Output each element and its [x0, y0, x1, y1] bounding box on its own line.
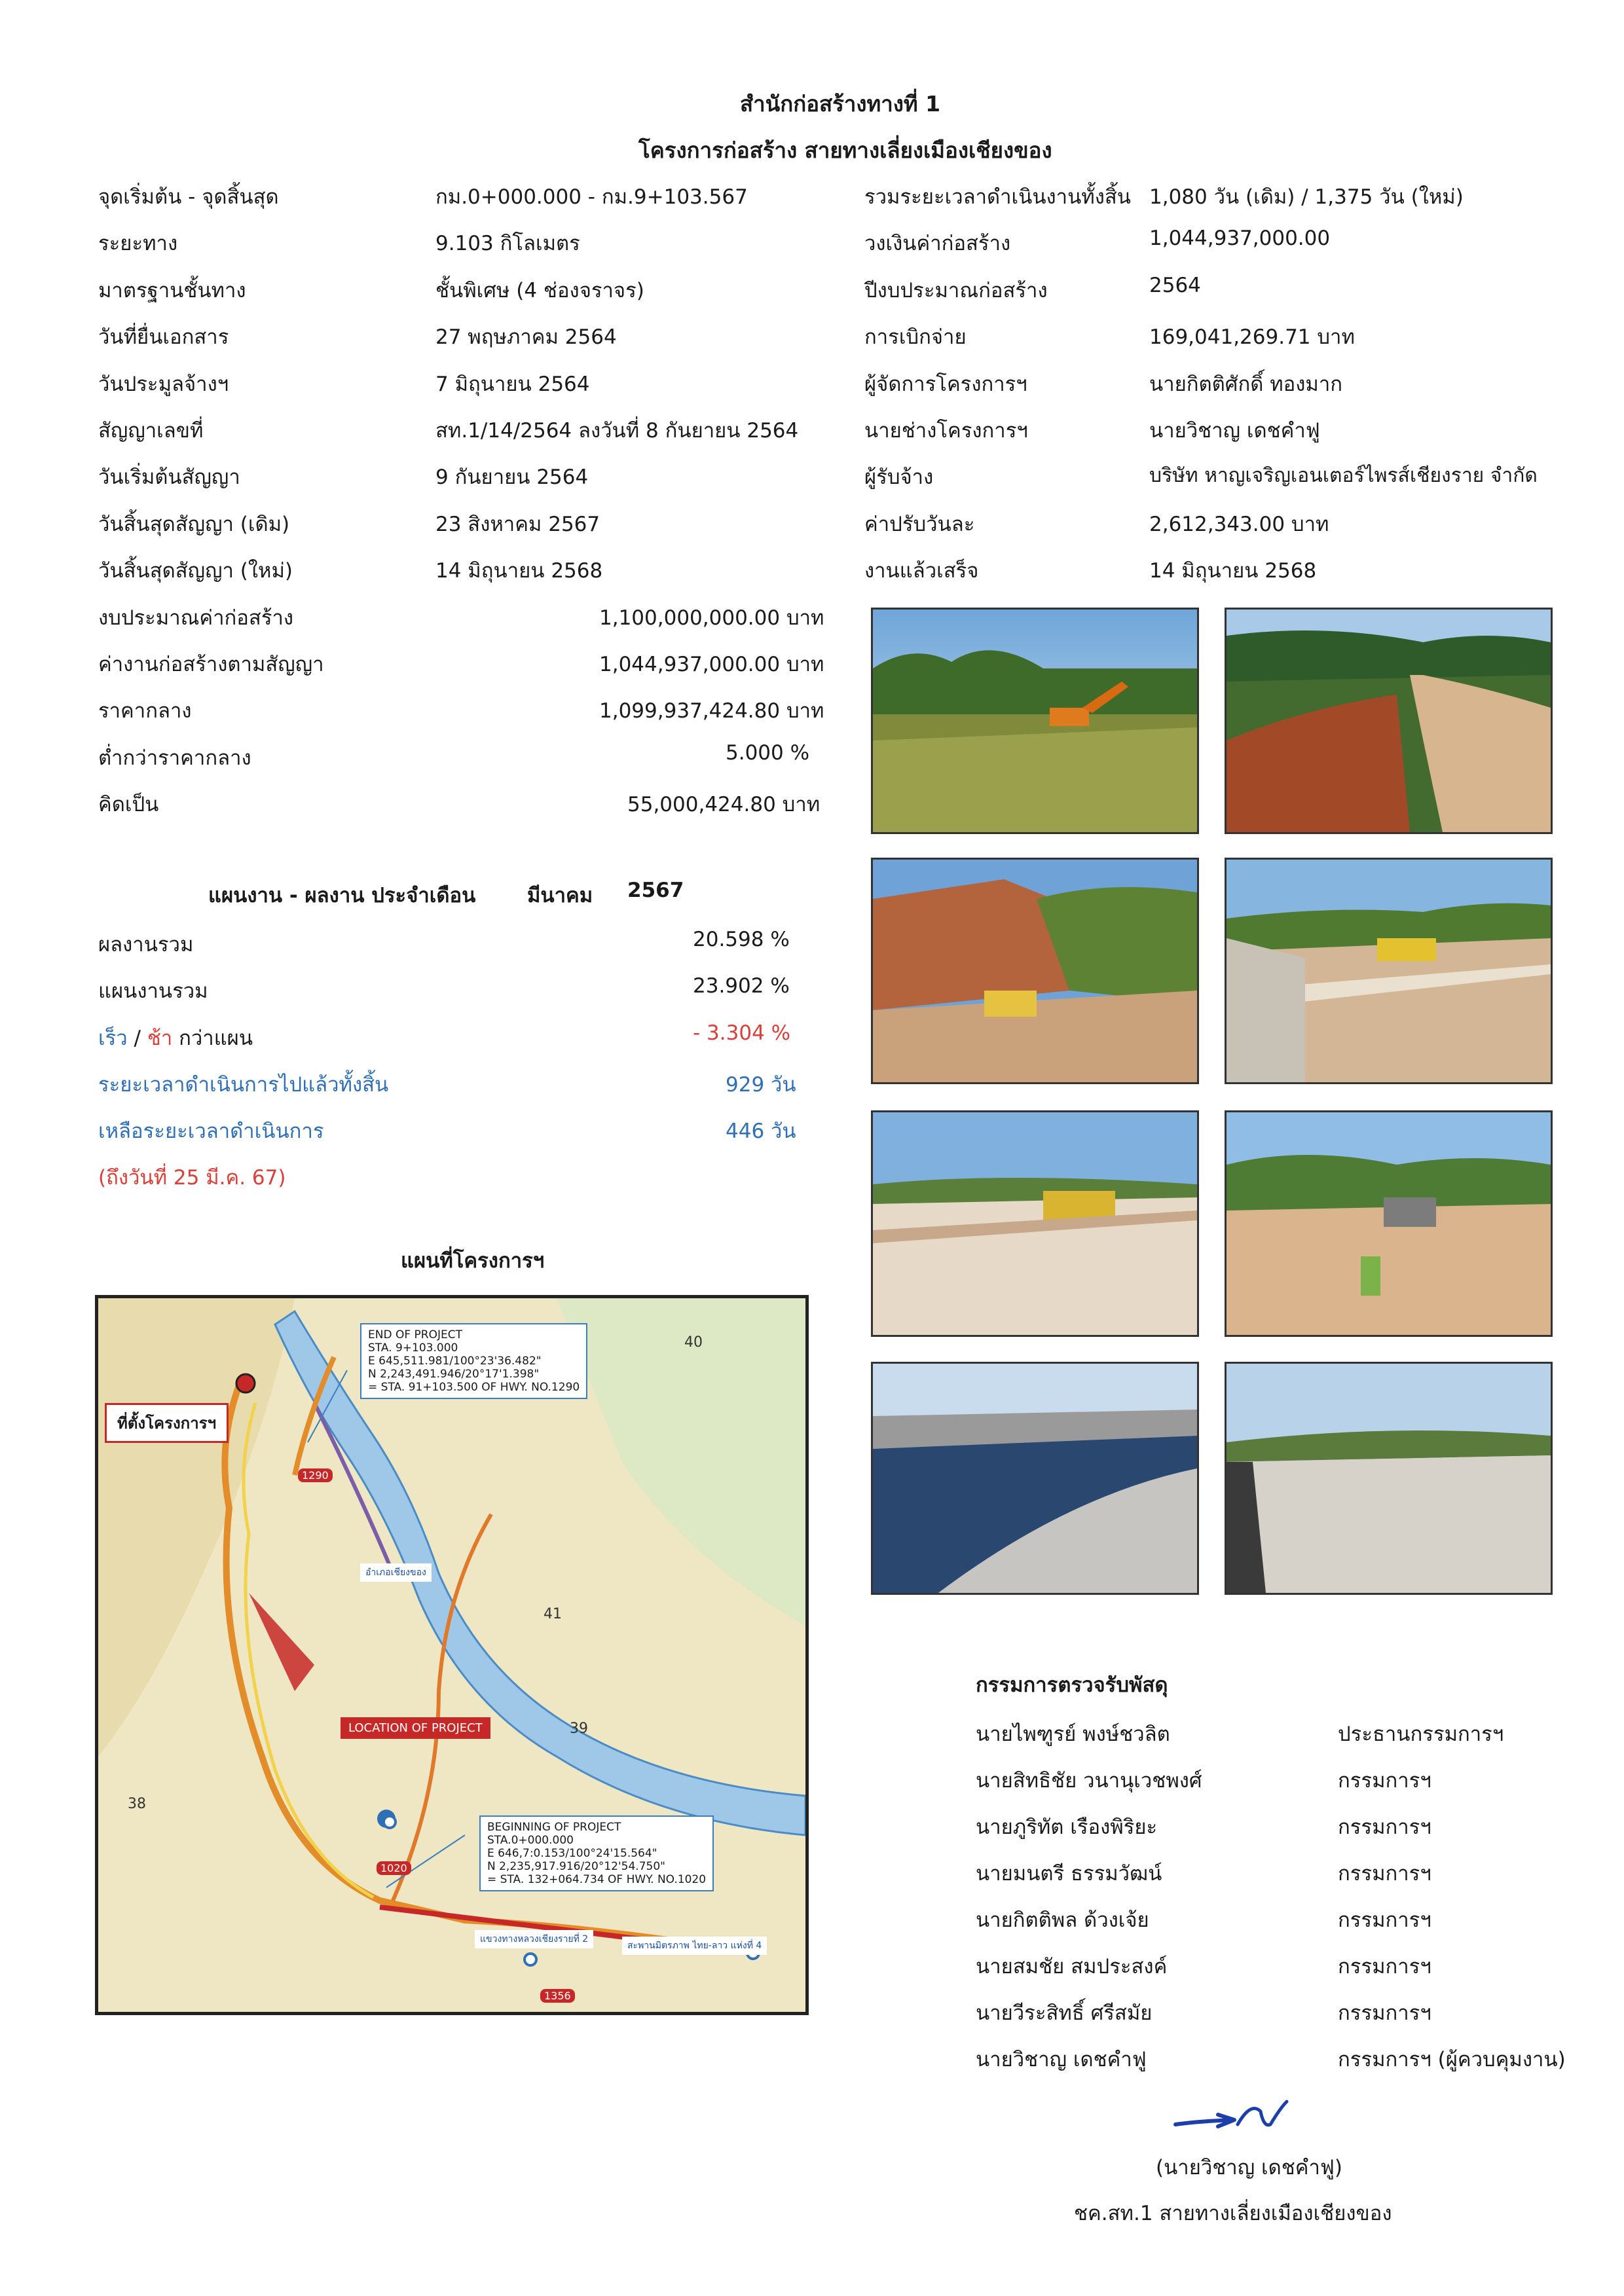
end-callout-line: END OF PROJECT — [368, 1328, 462, 1341]
office-title: สำนักก่อสร้างทางที่ 1 — [740, 91, 941, 117]
end-of-project-callout — [360, 1323, 587, 1399]
info-value: 23 สิงหาคม 2567 — [435, 513, 600, 536]
work-done-value: 20.598 % — [693, 928, 790, 951]
project-map — [95, 1295, 809, 2015]
member-name: นายมนตรี ธรรมวัฒน์ — [976, 1862, 1162, 1886]
info-label: รวมระยะเวลาดำเนินงานทั้งสิ้น — [864, 185, 1131, 209]
grid-number: 38 — [128, 1796, 146, 1812]
site-photo-4 — [1225, 858, 1553, 1084]
site-photo-3 — [871, 858, 1199, 1084]
road-number: 1356 — [540, 1989, 575, 2003]
site-location-label: ที่ตั้งโครงการฯ — [105, 1403, 229, 1443]
member-role: กรรมการฯ — [1338, 1908, 1431, 1932]
info-value: 14 มิถุนายน 2568 — [435, 559, 603, 583]
info-value: 9 กันยายน 2564 — [435, 465, 589, 489]
info-label: วันสิ้นสุดสัญญา (ใหม่) — [98, 559, 293, 583]
remaining-label: เหลือระยะเวลาดำเนินการ — [98, 1120, 324, 1143]
site-photo-7 — [871, 1362, 1199, 1595]
member-name: นายสมชัย สมประสงค์ — [976, 1955, 1168, 1978]
fast-slow-label — [98, 1021, 253, 1054]
grid-number: 39 — [570, 1721, 588, 1737]
site-photo-8 — [1225, 1362, 1553, 1595]
info-value: กม.0+000.000 - กม.9+103.567 — [435, 185, 748, 209]
progress-year: 2567 — [627, 879, 684, 902]
site-photo-2 — [1225, 608, 1553, 834]
budget-label: ต่ำกว่าราคากลาง — [98, 746, 251, 770]
member-name: นายกิตติพล ด้วงเจ้ย — [976, 1908, 1149, 1932]
highway-office-label: แขวงทางหลวงเชียงรายที่ 2 — [475, 1930, 593, 1948]
map-title: แผนที่โครงการฯ — [401, 1249, 545, 1273]
signature-scribble — [1172, 2095, 1303, 2146]
location-of-project-label: LOCATION OF PROJECT — [341, 1717, 490, 1739]
info-label: วันประมูลจ้างฯ — [98, 373, 229, 396]
elapsed-value: 929 วัน — [726, 1073, 796, 1097]
road-number: 1290 — [298, 1468, 333, 1482]
road-number: 1020 — [377, 1861, 411, 1875]
end-callout-line: STA. 9+103.000 — [368, 1341, 458, 1355]
begin-callout-line: N 2,235,917.916/20°12'54.750" — [487, 1860, 665, 1873]
info-value: 7 มิถุนายน 2564 — [435, 373, 590, 396]
info-label: การเบิกจ่าย — [864, 325, 967, 349]
info-label: วันเริ่มต้นสัญญา — [98, 465, 240, 489]
budget-value: 55,000,424.80 บาท — [627, 793, 821, 816]
info-label: นายช่างโครงการฯ — [864, 419, 1028, 443]
budget-label: คิดเป็น — [98, 793, 159, 816]
as-of-date: (ถึงวันที่ 25 มี.ค. 67) — [98, 1166, 286, 1190]
info-label: มาตรฐานชั้นทาง — [98, 279, 246, 302]
info-label: สัญญาเลขที่ — [98, 419, 204, 443]
begin-callout-line: BEGINNING OF PROJECT — [487, 1821, 621, 1834]
info-value: 9.103 กิโลเมตร — [435, 232, 580, 255]
member-role: กรรมการฯ — [1338, 1769, 1431, 1793]
slash-text: / — [127, 1027, 147, 1050]
diff-value: - 3.304 % — [693, 1021, 791, 1045]
plan-value: 23.902 % — [693, 974, 790, 998]
project-title: โครงการก่อสร้าง สายทางเลี่ยงเมืองเชียงของ — [638, 137, 1052, 163]
budget-label: งบประมาณค่าก่อสร้าง — [98, 606, 294, 630]
info-label: วันที่ยื่นเอกสาร — [98, 325, 229, 349]
slow-text: ช้า — [147, 1027, 173, 1050]
fast-text: เร็ว — [98, 1027, 128, 1050]
committee-title: กรรมการตรวจรับพัสดุ — [976, 1673, 1168, 1697]
info-label: งานแล้วเสร็จ — [864, 559, 979, 583]
begin-callout-line: = STA. 132+064.734 OF HWY. NO.1020 — [487, 1873, 707, 1886]
info-value: นายวิชาญ เดชคำฟู — [1149, 419, 1320, 443]
member-name: นายภูริทัต เรืองพิริยะ — [976, 1815, 1158, 1839]
site-photo-1 — [871, 608, 1199, 834]
info-label: ผู้จัดการโครงการฯ — [864, 373, 1027, 396]
info-value: บริษัท หาญเจริญเอนเตอร์ไพรส์เชียงราย จำกัด — [1149, 464, 1538, 487]
site-photo-6 — [1225, 1110, 1553, 1337]
info-label: จุดเริ่มต้น - จุดสิ้นสุด — [98, 185, 279, 209]
begin-callout-line: E 646,7:0.153/100°24'15.564" — [487, 1847, 657, 1860]
info-value: 2,612,343.00 บาท — [1149, 513, 1329, 536]
info-label: วันสิ้นสุดสัญญา (เดิม) — [98, 513, 290, 536]
info-label: ปีงบประมาณก่อสร้าง — [864, 279, 1048, 302]
info-value: 1,044,937,000.00 — [1149, 227, 1331, 250]
member-role: กรรมการฯ — [1338, 1955, 1431, 1978]
budget-value: 5.000 % — [726, 741, 810, 765]
plan-label: แผนงานรวม — [98, 979, 208, 1003]
info-value: 1,080 วัน (เดิม) / 1,375 วัน (ใหม่) — [1149, 185, 1464, 209]
end-callout-line: E 645,511.981/100°23'36.482" — [368, 1355, 542, 1368]
progress-title: แผนงาน - ผลงาน ประจำเดือน — [208, 884, 476, 907]
info-label: ผู้รับจ้าง — [864, 465, 934, 489]
member-role: กรรมการฯ — [1338, 1815, 1431, 1839]
begin-callout-line: STA.0+000.000 — [487, 1834, 574, 1847]
member-name: นายวิชาญ เดชคำฟู — [976, 2048, 1147, 2071]
member-role: ประธานกรรมการฯ — [1338, 1722, 1504, 1746]
info-value: 2564 — [1149, 274, 1201, 297]
progress-month: มีนาคม — [527, 884, 593, 907]
bridge-label: สะพานมิตรภาพ ไทย-ลาว แห่งที่ 4 — [622, 1937, 767, 1955]
site-photo-5 — [871, 1110, 1199, 1337]
vs-plan-text: กว่าแผน — [172, 1027, 253, 1050]
info-value: ชั้นพิเศษ (4 ช่องจราจร) — [435, 279, 644, 302]
work-done-label: ผลงานรวม — [98, 933, 194, 957]
budget-label: ค่างานก่อสร้างตามสัญญา — [98, 653, 324, 676]
info-label: ค่าปรับวันละ — [864, 513, 975, 536]
end-callout-line: = STA. 91+103.500 OF HWY. NO.1290 — [368, 1381, 580, 1394]
info-value: 169,041,269.71 บาท — [1149, 325, 1355, 349]
info-label: วงเงินค่าก่อสร้าง — [864, 232, 1011, 255]
budget-value: 1,099,937,424.80 บาท — [599, 699, 824, 723]
district-label: อำเภอเชียงของ — [360, 1563, 432, 1582]
grid-number: 41 — [544, 1606, 562, 1622]
budget-value: 1,100,000,000.00 บาท — [599, 606, 824, 630]
elapsed-label: ระยะเวลาดำเนินการไปแล้วทั้งสิ้น — [98, 1073, 389, 1097]
member-name: นายไพฑูรย์ พงษ์ชวลิต — [976, 1722, 1170, 1746]
member-role: กรรมการฯ (ผู้ควบคุมงาน) — [1338, 2048, 1566, 2071]
grid-number: 40 — [684, 1334, 703, 1351]
budget-label: ราคากลาง — [98, 699, 192, 723]
signer-position: ชค.สท.1 สายทางเลี่ยงเมืองเชียงของ — [1074, 2202, 1392, 2225]
info-value: 27 พฤษภาคม 2564 — [435, 325, 617, 349]
info-value: สท.1/14/2564 ลงวันที่ 8 กันยายน 2564 — [435, 419, 799, 443]
end-callout-line: N 2,243,491.946/20°17'1.398" — [368, 1368, 540, 1381]
member-role: กรรมการฯ — [1338, 1862, 1431, 1886]
beginning-of-project-callout — [479, 1815, 714, 1891]
budget-value: 1,044,937,000.00 บาท — [599, 653, 824, 676]
remaining-value: 446 วัน — [726, 1120, 796, 1143]
info-value: นายกิตติศักดิ์ ทองมาก — [1149, 373, 1343, 396]
member-name: นายวีระสิทธิ์ ศรีสมัย — [976, 2001, 1153, 2025]
info-label: ระยะทาง — [98, 232, 178, 255]
signer-name: (นายวิชาญ เดชคำฟู) — [1156, 2156, 1342, 2179]
member-name: นายสิทธิชัย วนานุเวชพงศ์ — [976, 1769, 1202, 1793]
info-value: 14 มิถุนายน 2568 — [1149, 559, 1317, 583]
member-role: กรรมการฯ — [1338, 2001, 1431, 2025]
